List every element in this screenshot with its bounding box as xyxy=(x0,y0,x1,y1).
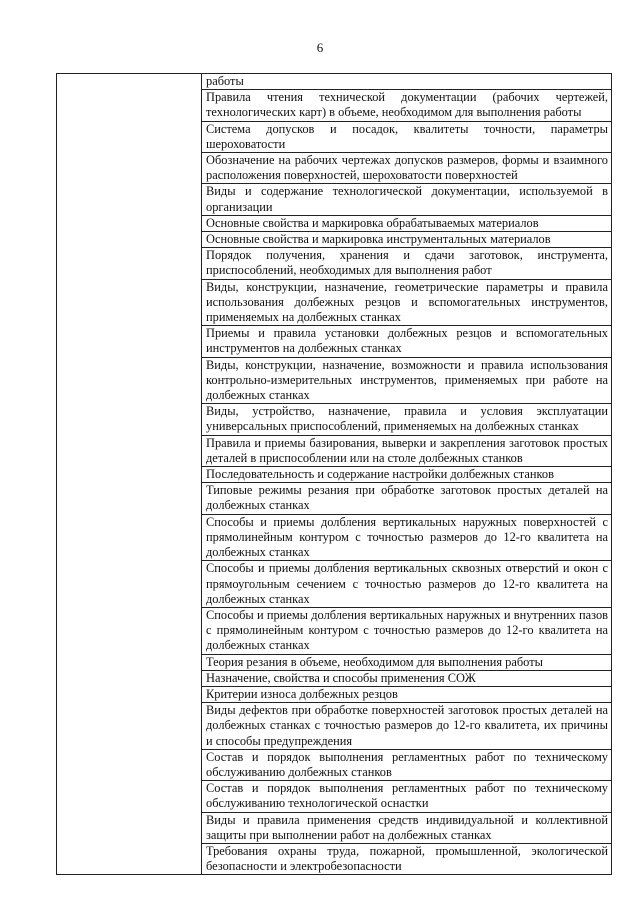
knowledge-item: Основные свойства и маркировка инструментальных материалов xyxy=(202,232,612,248)
knowledge-item: Типовые режимы резания при обработке заготовок простых деталей на долбежных станках xyxy=(202,483,612,514)
knowledge-item: Основные свойства и маркировка обрабатываемых материалов xyxy=(202,215,612,231)
knowledge-item: Система допусков и посадок, квалитеты точности, параметры шероховатости xyxy=(202,121,612,152)
left-column-cell xyxy=(57,74,202,875)
knowledge-item: работы xyxy=(202,74,612,90)
knowledge-item: Порядок получения, хранения и сдачи заготовок, инструмента, приспособлений, необходимых для выполнения работ xyxy=(202,248,612,279)
knowledge-item: Виды, конструкции, назначение, возможности и правила использования контрольно-измерительных инструментов, применяемых при работе на долбежных станках xyxy=(202,357,612,404)
knowledge-item: Приемы и правила установки долбежных резцов и вспомогательных инструментов на долбежных станках xyxy=(202,326,612,357)
knowledge-item: Назначение, свойства и способы применения СОЖ xyxy=(202,670,612,686)
knowledge-item: Требования охраны труда, пожарной, промышленной, экологической безопасности и электробезопасности xyxy=(202,843,612,874)
knowledge-item: Виды дефектов при обработке поверхностей заготовок простых деталей на долбежных станках с точностью размеров до 12-го квалитета, их причины и способы предупреждения xyxy=(202,703,612,750)
knowledge-item: Состав и порядок выполнения регламентных работ по техническому обслуживанию долбежных станков xyxy=(202,749,612,780)
knowledge-item: Способы и приемы долбления вертикальных наружных и внутренних пазов с прямолинейным контуром с точностью размеров до 12-го квалитета на долбежных станках xyxy=(202,607,612,654)
knowledge-item: Виды, устройство, назначение, правила и условия эксплуатации универсальных приспособлений, применяемых на долбежных станках xyxy=(202,404,612,435)
knowledge-item: Обозначение на рабочих чертежах допусков размеров, формы и взаимного расположения поверхностей, шероховатости поверхностей xyxy=(202,153,612,184)
knowledge-item: Виды, конструкции, назначение, геометрические параметры и правила использования долбежных резцов и вспомогательных инструментов, применяемых на долбежных станках xyxy=(202,279,612,326)
knowledge-item: Состав и порядок выполнения регламентных работ по техническому обслуживанию технологической оснастки xyxy=(202,781,612,812)
knowledge-item: Способы и приемы долбления вертикальных наружных поверхностей с прямолинейным контуром с точностью размеров до 12-го квалитета на долбежных станках xyxy=(202,514,612,561)
knowledge-item: Последовательность и содержание настройки долбежных станков xyxy=(202,467,612,483)
knowledge-item: Теория резания в объеме, необходимом для выполнения работы xyxy=(202,654,612,670)
requirements-table xyxy=(56,73,612,875)
knowledge-item: Способы и приемы долбления вертикальных сквозных отверстий и окон с прямоугольным сечением с точностью размеров до 12-го квалитета на долбежных станках xyxy=(202,561,612,608)
knowledge-item: Критерии износа долбежных резцов xyxy=(202,686,612,702)
table-row xyxy=(57,74,612,90)
requirements-table-body xyxy=(57,74,612,875)
knowledge-item: Виды и содержание технологической документации, используемой в организации xyxy=(202,184,612,215)
knowledge-item: Правила и приемы базирования, выверки и закрепления заготовок простых деталей в приспособлении или на столе долбежных станков xyxy=(202,435,612,466)
page-number: 6 xyxy=(316,40,324,55)
knowledge-item: Правила чтения технической документации (рабочих чертежей, технологических карт) в объеме, необходимом для выполнения работы xyxy=(202,90,612,121)
knowledge-item: Виды и правила применения средств индивидуальной и коллективной защиты при выполнении работ на долбежных станках xyxy=(202,812,612,843)
